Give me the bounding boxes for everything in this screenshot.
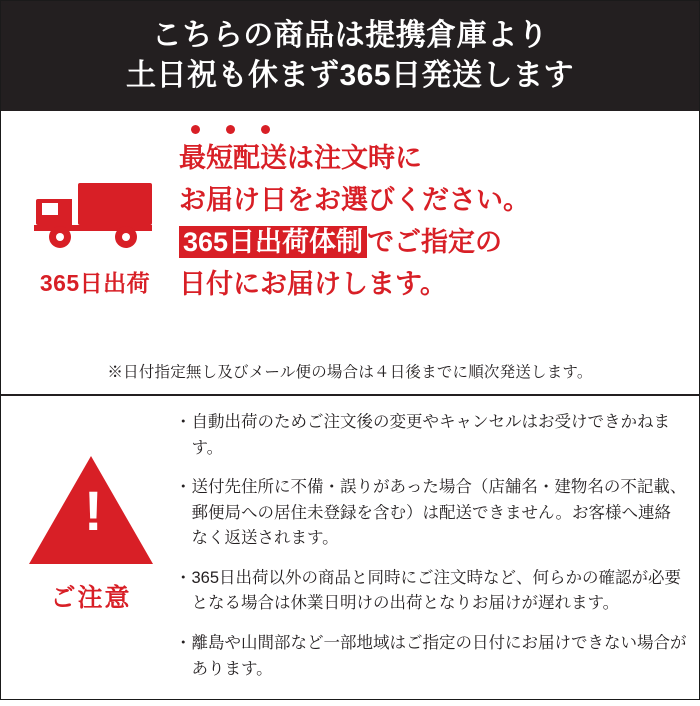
caution-list bbox=[175, 408, 687, 696]
dot-icon bbox=[226, 125, 235, 134]
list-item-text: 離島や山間部など一部地域はご指定の日付にお届けできない場合があります。 bbox=[191, 633, 687, 678]
list-item bbox=[175, 410, 687, 461]
truck-label: 365日出荷 bbox=[39, 270, 151, 296]
list-item-text: 365日出荷以外の商品と同時にご注文時など、何らかの確認が必要となる場合は休業日明けの出荷となりお届けが遅れます。 bbox=[191, 568, 682, 613]
shipping-message-line-2: お届け日をお選びください。 bbox=[179, 184, 530, 215]
decorative-dots bbox=[191, 125, 683, 134]
dot-icon bbox=[261, 125, 270, 134]
header-line-1: こちらの商品は提携倉庫より bbox=[151, 18, 549, 52]
list-item bbox=[175, 631, 687, 682]
header-line-2: 土日祝も休まず365日発送します bbox=[125, 59, 575, 92]
bullet-icon: ・ bbox=[175, 413, 192, 431]
bullet-icon: ・ bbox=[175, 633, 192, 652]
warning-triangle-icon bbox=[29, 456, 153, 564]
shipping-message bbox=[179, 125, 689, 305]
highlight-badge: 365日出荷体制 bbox=[179, 226, 367, 258]
list-item bbox=[175, 566, 687, 617]
shipping-message-line-1: 最短配送は注文時に bbox=[179, 143, 422, 173]
shipping-section bbox=[1, 111, 699, 396]
shipping-message-line-3 bbox=[179, 222, 683, 264]
bullet-icon: ・ bbox=[175, 568, 192, 587]
shipping-message-line-4: 日付にお届けします。 bbox=[179, 268, 447, 299]
caution-icon-column bbox=[7, 408, 175, 696]
list-item-text: 自動出荷のためご注文後の変更やキャンセルはお受けできかねます。 bbox=[191, 413, 670, 457]
shipping-section-body bbox=[1, 111, 699, 354]
list-item bbox=[175, 475, 687, 552]
shipping-message-line-3-rest: でご指定の bbox=[367, 226, 503, 257]
list-item-text: 送付先住所に不備・誤りがあった場合（店舗名・建物名の不記載、郵便局への居住未登録を含む）は配送できません。お客様へ連絡なく返送されます。 bbox=[191, 478, 687, 548]
banner-header bbox=[1, 1, 699, 111]
bullet-icon: ・ bbox=[175, 478, 192, 497]
dot-icon bbox=[191, 125, 200, 134]
shipping-note: ※日付指定無し及びメール便の場合は４日後までに順次発送します。 bbox=[107, 364, 593, 381]
caution-section bbox=[1, 396, 699, 706]
delivery-truck-icon bbox=[30, 175, 160, 253]
truck-column bbox=[11, 125, 179, 298]
exclamation-mark: ! bbox=[84, 479, 103, 542]
caution-label: ご注意 bbox=[50, 584, 132, 612]
